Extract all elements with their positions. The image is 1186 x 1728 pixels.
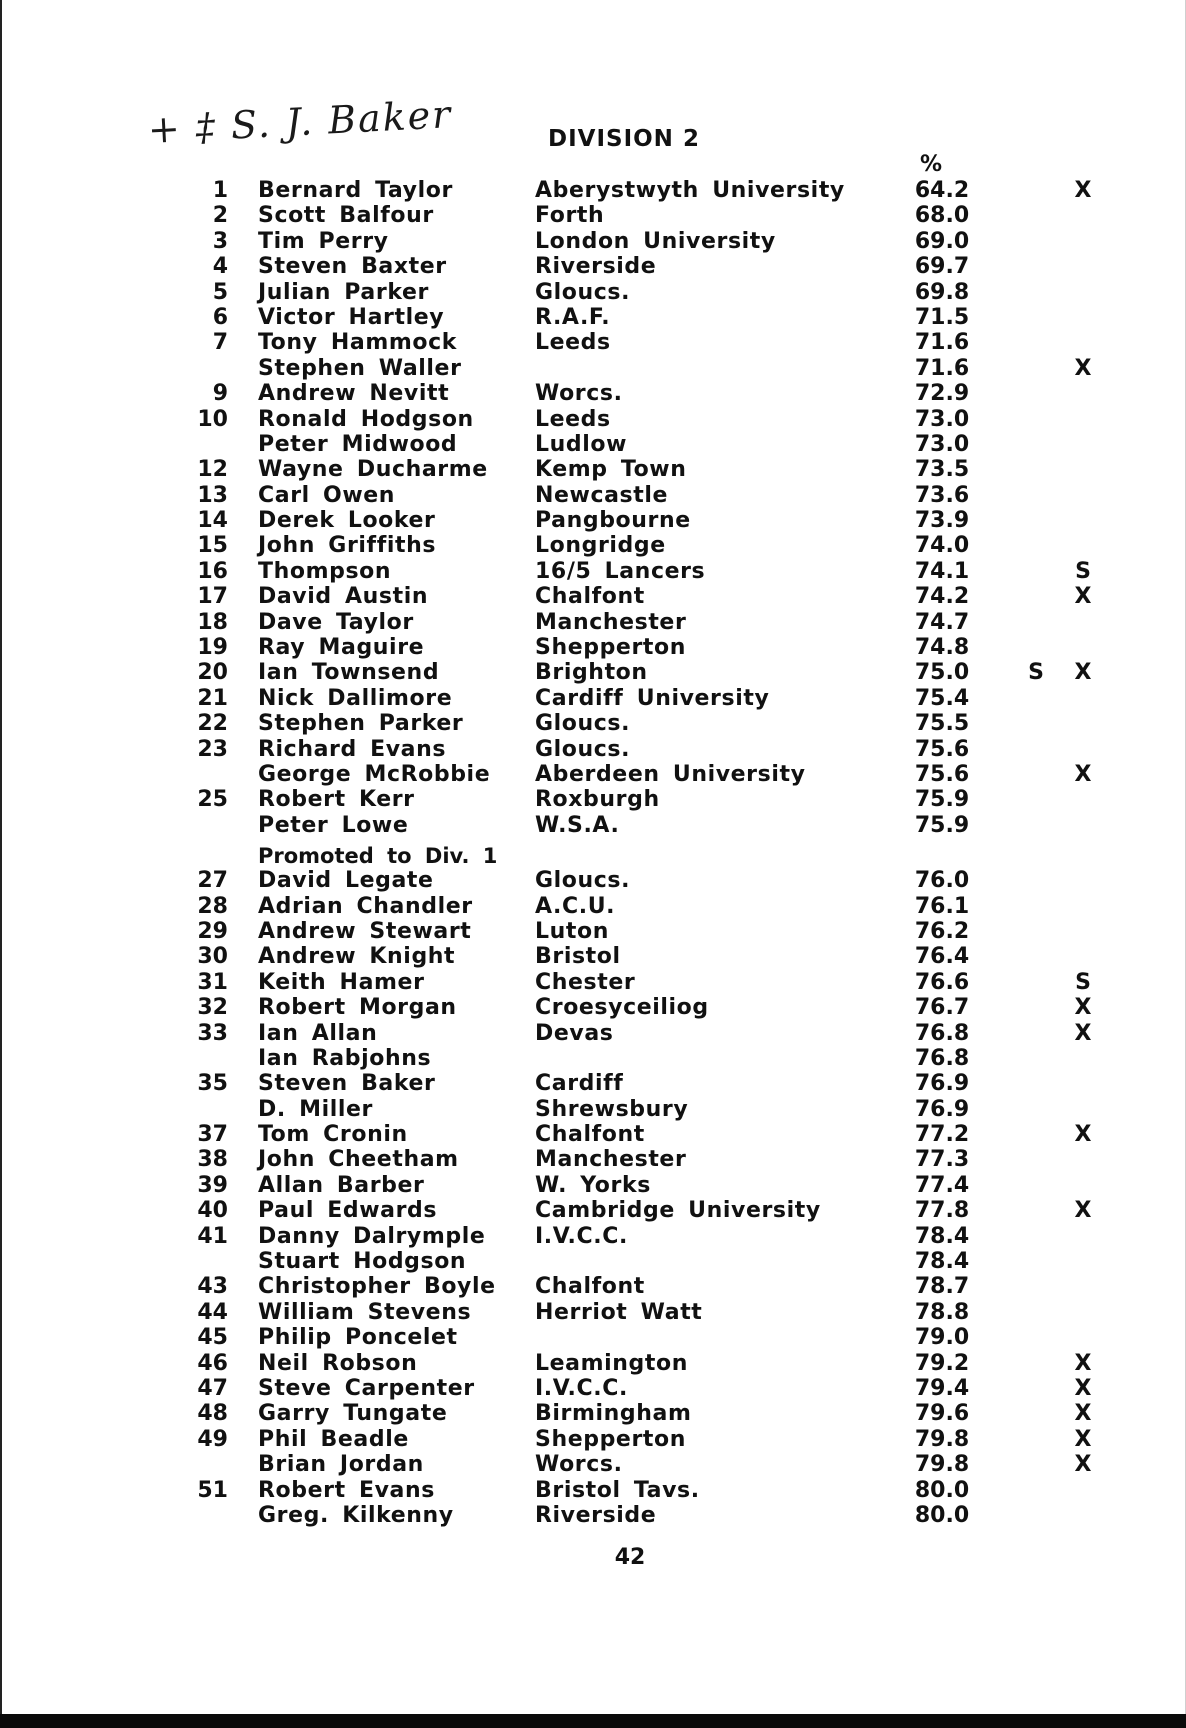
result-row	[180, 584, 1110, 609]
score-percent: 69.8	[914, 279, 970, 305]
competitor-name: Robert Morgan	[258, 995, 457, 1021]
club-name: I.V.C.C.	[535, 1223, 628, 1249]
result-row	[180, 1198, 1110, 1223]
club-name: Devas	[535, 1020, 614, 1046]
club-name: Pangbourne	[535, 508, 691, 534]
competitor-name: Garry Tungate	[258, 1401, 448, 1427]
rank-cell: 38	[197, 1147, 228, 1173]
club-name: A.C.U.	[535, 893, 616, 919]
flag-x-mark: X	[1074, 178, 1092, 203]
rank-cell: 13	[197, 482, 228, 508]
score-percent: 71.6	[914, 355, 970, 381]
club-name: W.S.A.	[535, 812, 620, 838]
club-name: Chester	[535, 969, 636, 995]
club-name: Gloucs.	[535, 868, 631, 894]
result-row	[180, 229, 1110, 254]
club-name: Worcs.	[535, 1452, 623, 1478]
score-percent: 76.9	[914, 1096, 970, 1122]
competitor-name: Tom Cronin	[258, 1122, 408, 1148]
scan-border-bottom	[0, 1714, 1186, 1728]
score-percent: 72.9	[914, 381, 970, 407]
result-row	[180, 533, 1110, 558]
rank-cell: 6	[212, 304, 228, 330]
club-name: Shepperton	[535, 1426, 686, 1452]
score-percent: 77.2	[914, 1122, 970, 1148]
score-percent: 73.0	[914, 406, 970, 432]
result-row	[180, 1478, 1110, 1503]
club-name: Chalfont	[535, 584, 645, 610]
score-percent: 73.9	[914, 508, 970, 534]
club-name: Birmingham	[535, 1401, 692, 1427]
rank-cell: 4	[212, 254, 228, 280]
competitor-name: D. Miller	[258, 1096, 373, 1122]
score-percent: 71.6	[914, 330, 970, 356]
result-row	[180, 919, 1110, 944]
club-name: W. Yorks	[535, 1172, 651, 1198]
result-row	[180, 356, 1110, 381]
score-percent: 79.8	[914, 1426, 970, 1452]
result-row	[180, 1147, 1110, 1172]
club-name: Shrewsbury	[535, 1096, 689, 1122]
competitor-name: Stuart Hodgson	[258, 1249, 467, 1275]
score-percent: 75.6	[914, 761, 970, 787]
rank-cell: 39	[197, 1172, 228, 1198]
club-name: Brighton	[535, 660, 648, 686]
competitor-name: Greg. Kilkenny	[258, 1502, 454, 1528]
club-name: Herriot Watt	[535, 1299, 703, 1325]
result-row	[180, 1046, 1110, 1071]
flag-x-mark: X	[1074, 1452, 1092, 1478]
score-percent: 74.2	[914, 584, 970, 610]
competitor-name: Keith Hamer	[258, 969, 425, 995]
result-row	[180, 813, 1110, 838]
competitor-name: Ray Maguire	[258, 635, 425, 661]
rank-cell: 14	[197, 508, 228, 534]
result-row	[180, 457, 1110, 482]
result-row	[180, 868, 1110, 893]
score-percent: 69.0	[914, 228, 970, 254]
competitor-name: Andrew Nevitt	[258, 381, 450, 407]
rank-cell: 41	[197, 1223, 228, 1249]
rank-cell: 46	[197, 1350, 228, 1376]
club-name: London University	[535, 228, 776, 254]
competitor-name: Robert Evans	[258, 1477, 435, 1503]
competitor-name: Scott Balfour	[258, 203, 434, 229]
score-percent: 76.7	[914, 995, 970, 1021]
rank-cell: 49	[197, 1426, 228, 1452]
club-name: Cambridge University	[535, 1198, 821, 1224]
competitor-name: Steven Baxter	[258, 254, 447, 280]
competitor-name: Paul Edwards	[258, 1198, 438, 1224]
result-row	[180, 1224, 1110, 1249]
competitor-name: Brian Jordan	[258, 1452, 424, 1478]
score-percent: 74.8	[914, 635, 970, 661]
competitor-name: John Cheetham	[258, 1147, 459, 1173]
rank-cell: 5	[212, 279, 228, 305]
score-percent: 73.5	[914, 457, 970, 483]
score-percent: 80.0	[914, 1502, 970, 1528]
competitor-name: Ian Allan	[258, 1020, 378, 1046]
result-row	[180, 483, 1110, 508]
score-percent: 75.4	[914, 685, 970, 711]
flag-x-mark: X	[1074, 761, 1092, 787]
competitor-name: Richard Evans	[258, 736, 447, 762]
result-row	[180, 1097, 1110, 1122]
competitor-name: John Griffiths	[258, 533, 437, 559]
result-row	[180, 381, 1110, 406]
flag-x-mark: X	[1074, 584, 1092, 610]
score-percent: 76.4	[914, 944, 970, 970]
score-percent: 76.0	[914, 868, 970, 894]
flag-x-mark: X	[1074, 1426, 1092, 1452]
club-name: Bristol	[535, 944, 621, 970]
club-name: Newcastle	[535, 482, 669, 508]
score-percent: 79.6	[914, 1401, 970, 1427]
competitor-name: Bernard Taylor	[258, 178, 453, 203]
rank-cell: 48	[197, 1401, 228, 1427]
competitor-name: Peter Midwood	[258, 431, 458, 457]
competitor-name: Peter Lowe	[258, 812, 409, 838]
result-row	[180, 711, 1110, 736]
result-row	[180, 330, 1110, 355]
score-percent: 79.0	[914, 1325, 970, 1351]
competitor-name: Ian Rabjohns	[258, 1045, 432, 1071]
competitor-name: Adrian Chandler	[258, 893, 473, 919]
competitor-name: Steven Baker	[258, 1071, 436, 1097]
result-row	[180, 254, 1110, 279]
flag-x-mark: X	[1074, 1401, 1092, 1427]
result-row	[180, 970, 1110, 995]
competitor-name: Andrew Knight	[258, 944, 456, 970]
handwritten-annotation: + ‡ S. J. Baker	[146, 92, 454, 152]
score-percent: 64.2	[914, 178, 970, 203]
rank-cell: 10	[197, 406, 228, 432]
competitor-name: Tony Hammock	[258, 330, 457, 356]
score-percent: 79.8	[914, 1452, 970, 1478]
club-name: Forth	[535, 203, 605, 229]
club-name: Riverside	[535, 254, 657, 280]
club-name: Gloucs.	[535, 711, 631, 737]
results-group-top	[180, 178, 1110, 838]
score-percent: 76.9	[914, 1071, 970, 1097]
score-percent: 75.5	[914, 711, 970, 737]
club-name: Cardiff	[535, 1071, 624, 1097]
rank-cell: 20	[197, 660, 228, 686]
club-name: Shepperton	[535, 635, 686, 661]
competitor-name: Victor Hartley	[258, 304, 445, 330]
flag-x-mark: X	[1074, 355, 1092, 381]
rank-cell: 17	[197, 584, 228, 610]
score-percent: 76.8	[914, 1020, 970, 1046]
competitor-name: David Austin	[258, 584, 429, 610]
result-row	[180, 660, 1110, 685]
rank-cell: 18	[197, 609, 228, 635]
rank-cell: 32	[197, 995, 228, 1021]
competitor-name: Ronald Hodgson	[258, 406, 474, 432]
score-percent: 76.6	[914, 969, 970, 995]
club-name: Gloucs.	[535, 279, 631, 305]
competitor-name: Derek Looker	[258, 508, 436, 534]
page-number: 42	[614, 1545, 646, 1570]
club-name: R.A.F.	[535, 304, 611, 330]
score-percent: 78.4	[914, 1249, 970, 1275]
club-name: Aberystwyth University	[535, 178, 845, 203]
competitor-name: Carl Owen	[258, 482, 396, 508]
percent-column-header: %	[920, 152, 943, 177]
rank-cell: 51	[197, 1477, 228, 1503]
rank-cell: 40	[197, 1198, 228, 1224]
flag-x-mark: X	[1074, 1122, 1092, 1148]
score-percent: 75.0	[914, 660, 970, 686]
result-row	[180, 1021, 1110, 1046]
rank-cell: 7	[212, 330, 228, 356]
competitor-name: Steve Carpenter	[258, 1375, 475, 1401]
result-row	[180, 1122, 1110, 1147]
score-percent: 79.2	[914, 1350, 970, 1376]
score-percent: 77.8	[914, 1198, 970, 1224]
competitor-name: Tim Perry	[258, 228, 389, 254]
rank-cell: 27	[197, 868, 228, 894]
competitor-name: Julian Parker	[258, 279, 429, 305]
club-name: Leeds	[535, 330, 611, 356]
competitor-name: Robert Kerr	[258, 787, 415, 813]
club-name: I.V.C.C.	[535, 1375, 628, 1401]
result-row	[180, 178, 1110, 203]
result-row	[180, 305, 1110, 330]
rank-cell: 25	[197, 787, 228, 813]
rank-cell: 12	[197, 457, 228, 483]
score-percent: 78.4	[914, 1223, 970, 1249]
competitor-name: Stephen Waller	[258, 355, 462, 381]
flag-s-mark: S	[1028, 660, 1044, 686]
rank-cell: 19	[197, 635, 228, 661]
result-row	[180, 610, 1110, 635]
club-name: Chalfont	[535, 1122, 645, 1148]
result-row	[180, 1503, 1110, 1528]
score-percent: 80.0	[914, 1477, 970, 1503]
flag-x-mark: X	[1074, 995, 1092, 1021]
rank-cell: 35	[197, 1071, 228, 1097]
rank-cell: 44	[197, 1299, 228, 1325]
club-name: Riverside	[535, 1502, 657, 1528]
score-percent: 75.6	[914, 736, 970, 762]
club-name: Manchester	[535, 609, 687, 635]
rank-cell: 31	[197, 969, 228, 995]
club-name: 16/5 Lancers	[535, 558, 706, 584]
competitor-name: Stephen Parker	[258, 711, 464, 737]
result-row	[180, 995, 1110, 1020]
rank-cell: 30	[197, 944, 228, 970]
competitor-name: Christopher Boyle	[258, 1274, 496, 1300]
club-name: Manchester	[535, 1147, 687, 1173]
score-percent: 69.7	[914, 254, 970, 280]
result-row	[180, 280, 1110, 305]
result-row	[180, 1300, 1110, 1325]
rank-cell: 1	[212, 178, 228, 203]
flag-x-mark: S	[1075, 558, 1091, 584]
score-percent: 78.8	[914, 1299, 970, 1325]
score-percent: 79.4	[914, 1375, 970, 1401]
club-name: Roxburgh	[535, 787, 660, 813]
result-row	[180, 1071, 1110, 1096]
club-name: Kemp Town	[535, 457, 687, 483]
flag-x-mark: X	[1074, 1375, 1092, 1401]
result-row	[180, 686, 1110, 711]
club-name: Bristol Tavs.	[535, 1477, 700, 1503]
score-percent: 73.0	[914, 431, 970, 457]
rank-cell: 37	[197, 1122, 228, 1148]
result-row	[180, 508, 1110, 533]
result-row	[180, 1427, 1110, 1452]
rank-cell: 9	[212, 381, 228, 407]
result-row	[180, 1249, 1110, 1274]
flag-x-mark: X	[1074, 1198, 1092, 1224]
club-name: Luton	[535, 918, 609, 944]
result-row	[180, 1325, 1110, 1350]
division-title: DIVISION 2	[548, 126, 700, 152]
flag-x-mark: X	[1074, 1350, 1092, 1376]
rank-cell: 21	[197, 685, 228, 711]
score-percent: 74.1	[914, 558, 970, 584]
score-percent: 77.3	[914, 1147, 970, 1173]
competitor-name: Wayne Ducharme	[258, 457, 488, 483]
score-percent: 74.7	[914, 609, 970, 635]
score-percent: 75.9	[914, 812, 970, 838]
rank-cell: 28	[197, 893, 228, 919]
result-row	[180, 762, 1110, 787]
club-name: Gloucs.	[535, 736, 631, 762]
rank-cell: 23	[197, 736, 228, 762]
competitor-name: George McRobbie	[258, 761, 491, 787]
competitor-name: Phil Beadle	[258, 1426, 409, 1452]
club-name: Aberdeen University	[535, 761, 806, 787]
results-list	[180, 178, 1110, 1528]
club-name: Longridge	[535, 533, 666, 559]
club-name: Chalfont	[535, 1274, 645, 1300]
result-row	[180, 787, 1110, 812]
flag-x-mark: S	[1075, 969, 1091, 995]
result-row	[180, 1274, 1110, 1299]
result-row	[180, 407, 1110, 432]
score-percent: 74.0	[914, 533, 970, 559]
flag-x-mark: X	[1074, 660, 1092, 686]
rank-cell: 3	[212, 228, 228, 254]
result-row	[180, 635, 1110, 660]
score-percent: 71.5	[914, 304, 970, 330]
rank-cell: 33	[197, 1020, 228, 1046]
competitor-name: Danny Dalrymple	[258, 1223, 486, 1249]
result-row	[180, 737, 1110, 762]
score-percent: 73.6	[914, 482, 970, 508]
result-row	[180, 1376, 1110, 1401]
competitor-name: Allan Barber	[258, 1172, 425, 1198]
competitor-name: Philip Poncelet	[258, 1325, 458, 1351]
results-group-promoted	[180, 868, 1110, 1528]
result-row	[180, 1401, 1110, 1426]
section-heading-promoted: Promoted to Div. 1	[258, 844, 498, 869]
rank-cell: 29	[197, 918, 228, 944]
competitor-name: Nick Dallimore	[258, 685, 453, 711]
rank-cell: 15	[197, 533, 228, 559]
competitor-name: William Stevens	[258, 1299, 472, 1325]
competitor-name: David Legate	[258, 868, 434, 894]
score-percent: 76.2	[914, 918, 970, 944]
club-name: Leamington	[535, 1350, 688, 1376]
competitor-name: Andrew Stewart	[258, 918, 472, 944]
result-row	[180, 944, 1110, 969]
score-percent: 78.7	[914, 1274, 970, 1300]
result-row	[180, 1452, 1110, 1477]
club-name: Leeds	[535, 406, 611, 432]
score-percent: 76.1	[914, 893, 970, 919]
rank-cell: 16	[197, 558, 228, 584]
rank-cell: 2	[212, 203, 228, 229]
rank-cell: 22	[197, 711, 228, 737]
competitor-name: Dave Taylor	[258, 609, 414, 635]
rank-cell: 45	[197, 1325, 228, 1351]
result-row	[180, 203, 1110, 228]
result-row	[180, 559, 1110, 584]
result-row	[180, 432, 1110, 457]
rank-cell: 47	[197, 1375, 228, 1401]
competitor-name: Ian Townsend	[258, 660, 440, 686]
result-row	[180, 1351, 1110, 1376]
score-percent: 75.9	[914, 787, 970, 813]
competitor-name: Neil Robson	[258, 1350, 418, 1376]
competitor-name: Thompson	[258, 558, 392, 584]
page-edge-left	[0, 0, 2, 1728]
result-row	[180, 894, 1110, 919]
score-percent: 77.4	[914, 1172, 970, 1198]
club-name: Croesyceiliog	[535, 995, 709, 1021]
rank-cell: 43	[197, 1274, 228, 1300]
club-name: Ludlow	[535, 431, 628, 457]
club-name: Cardiff University	[535, 685, 770, 711]
result-row	[180, 1173, 1110, 1198]
club-name: Worcs.	[535, 381, 623, 407]
score-percent: 76.8	[914, 1045, 970, 1071]
score-percent: 68.0	[914, 203, 970, 229]
flag-x-mark: X	[1074, 1020, 1092, 1046]
